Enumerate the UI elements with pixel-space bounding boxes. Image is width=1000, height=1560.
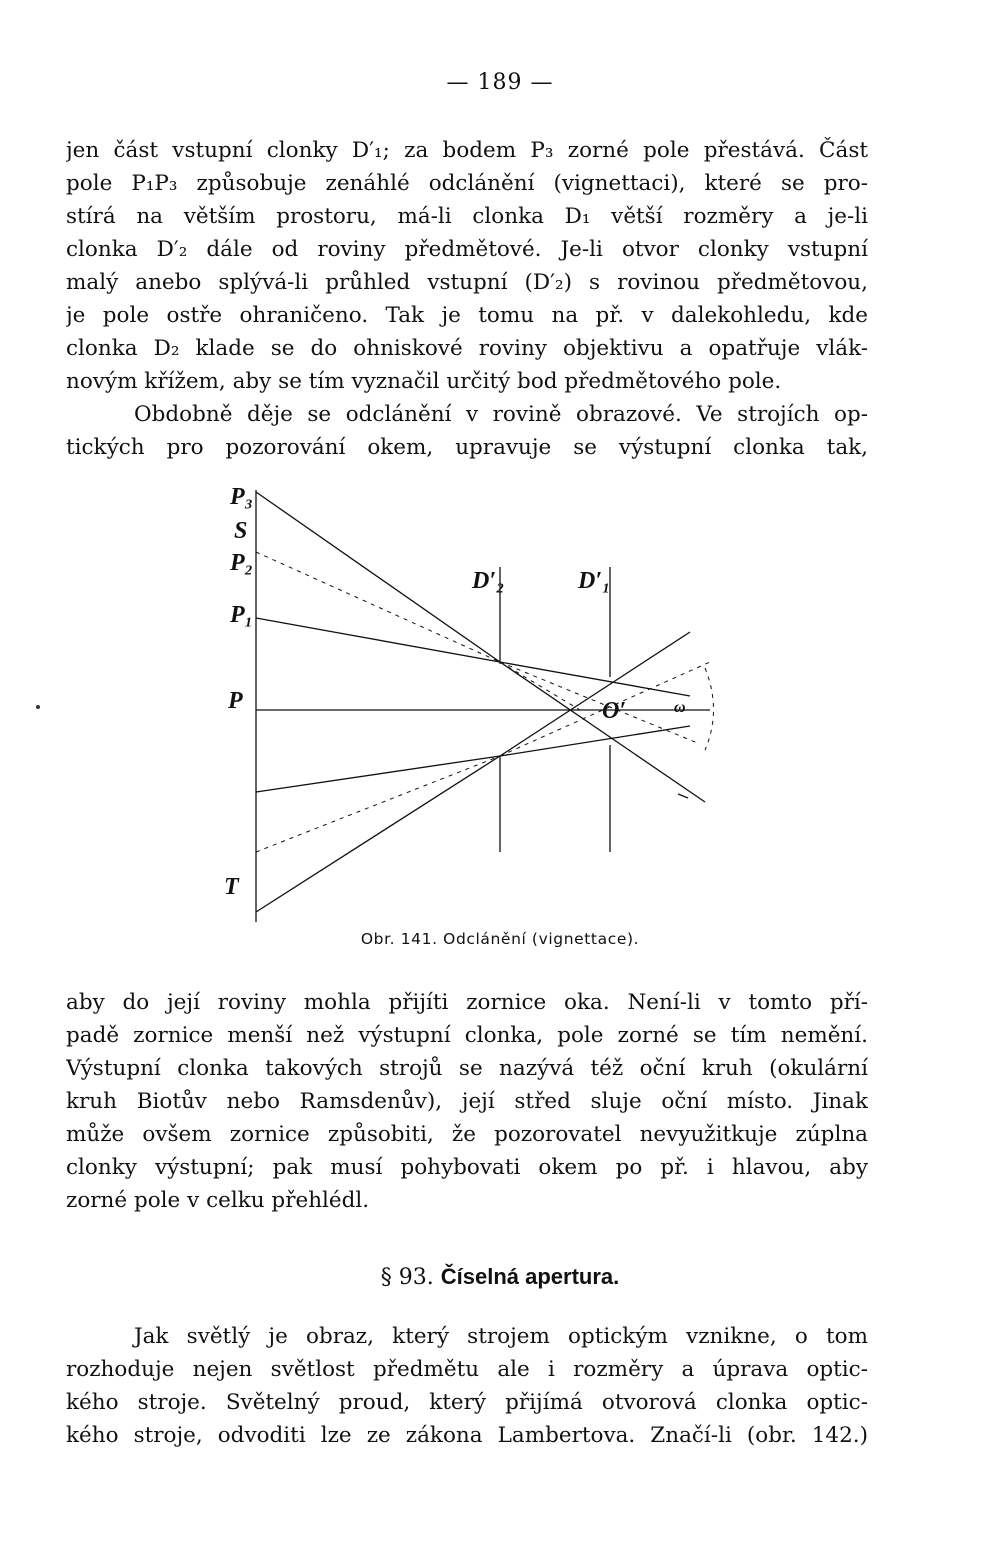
text-line: pole P₁P₃ způsobuje zenáhlé odclánění (vignettaci), které se pro- [66,171,868,196]
text-line: zorné pole v celku přehlédl. [66,1188,370,1213]
ray-p1-upper [256,618,500,662]
text-line: aby do její roviny mohla přijíti zornice oka. Není-li v tomto pří- [66,990,868,1015]
text-line: clonka D₂ klade se do ohniskové roviny objektivu a opatřuje vlák- [66,336,868,361]
label-p1: P₁ [230,602,254,628]
figure-caption: Obr. 141. Odclánění (vignettace). [360,930,640,948]
margin-dot [36,705,40,709]
text-line: může ovšem zornice způsobiti, že pozorovatel nevyužitkuje zúplna [66,1122,868,1147]
text-line: malý anebo splývá-li průhled vstupní (D′₂) s rovinou předmětovou, [66,270,868,295]
text-line: padě zornice menší než výstupní clonka, pole zorné se tím nemění. [66,1023,868,1048]
label-omega: ω [674,699,686,716]
ray-t [256,756,500,912]
label-t: T [224,874,239,900]
paragraph-eye-ring [66,986,868,1217]
ray-upper-continued [500,662,690,696]
label-p3: P₃ [230,484,254,510]
label-p2: P₂ [230,550,254,576]
section-title: Číselná apertura. [440,1264,620,1289]
label-s: S [234,518,248,544]
ray-p3 [256,492,500,662]
label-d2: D′₂ [472,568,505,594]
dashed-ray-lower-right [500,662,700,744]
text-line: kého stroje, odvoditi lze ze zákona Lambertova. Značí-li (obr. 142.) [66,1423,868,1448]
ray-cross-down [500,662,705,802]
ray-cross-up [500,632,690,756]
text-line: kruh Biotův nebo Ramsdenův), její střed sluje oční místo. Jinak [66,1089,868,1114]
text-line: rozhoduje nejen světlost předmětu ale i rozměry a úprava optic- [66,1357,868,1382]
section-number: § 93. [380,1265,434,1290]
label-p: P [228,688,243,714]
text-line: Jak světlý je obraz, který strojem optickým vznikne, o tom [134,1324,868,1349]
text-line: novým křížem, aby se tím vyznačil určitý bod předmětového pole. [66,369,782,394]
vignetting-diagram-svg [200,482,720,927]
angle-arc [705,668,714,750]
text-line: stírá na větším prostoru, má-li clonka D₁ větší rozměry a je-li [66,204,868,229]
paragraph-aperture-intro [66,1320,868,1452]
ray-tick [678,794,688,798]
text-line: Výstupní clonka takových strojů se nazývá též oční kruh (okulární [66,1056,868,1081]
text-line: Obdobně děje se odclánění v rovině obrazové. Ve strojích op- [134,402,868,427]
text-line: clonka D′₂ dále od roviny předmětové. Je-li otvor clonky vstupní [66,237,868,262]
paragraph-vignetting-intro [66,134,868,464]
label-o-prime: O′ [602,698,627,724]
label-d1: D′₁ [578,568,611,594]
figure-141-vignetting-diagram [200,482,720,927]
text-line: tických pro pozorování okem, upravuje se výstupní clonka tak, [66,435,868,460]
text-line: kého stroje. Světelný proud, který přijímá otvorová clonka optic- [66,1390,868,1415]
ray-lower-continued [500,726,690,756]
text-line: jen část vstupní clonky D′₁; za bodem P₃ zorné pole přestává. Část [66,138,868,163]
dashed-ray-lower [256,756,500,852]
text-line: clonky výstupní; pak musí pohybovati okem po př. i hlavou, aby [66,1155,868,1180]
dashed-ray-p2 [256,552,500,662]
section-heading [0,1264,1000,1290]
page-number: — 189 — [446,70,554,95]
ray-lower-a [256,756,500,792]
text-line: je pole ostře ohraničeno. Tak je tomu na př. v dalekohledu, kde [66,303,868,328]
